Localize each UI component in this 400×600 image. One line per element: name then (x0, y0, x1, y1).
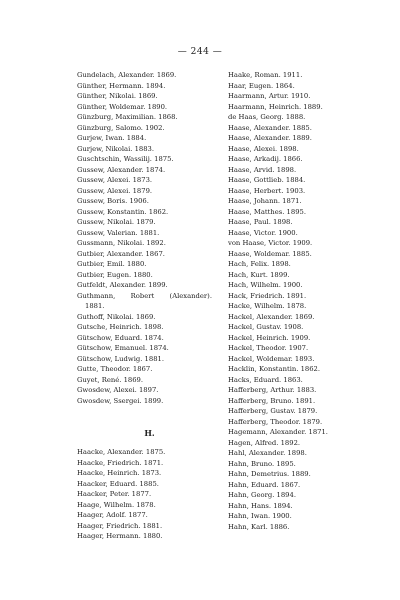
list-item: Haager, Friedrich. 1881. (77, 521, 163, 530)
list-item: de Haas, Georg. 1888. (228, 113, 306, 121)
list-item: Gurjew, Nikolai. 1883. (77, 144, 155, 153)
list-item: Hahn, Karl. 1886. (228, 522, 290, 531)
list-item: Gussew, Alexei. 1873. (77, 176, 153, 184)
list-item: Hafferberg, Theodor. 1879. (228, 417, 323, 426)
list-item: Gutsche, Heinrich. 1898. (77, 323, 164, 331)
list-item: Gussew, Valerian. 1881. (77, 228, 160, 237)
list-item: Hackel, Gustav. 1908. (228, 323, 304, 331)
list-item: Haake, Roman. 1911. (228, 71, 303, 79)
list-item: Haar, Eugen. 1864. (228, 81, 295, 90)
list-item: Hahn, Bruno. 1895. (228, 459, 296, 468)
list-item: Hackel, Alexander. 1869. (228, 312, 315, 321)
list-item: Hach, Wilhelm. 1900. (228, 281, 303, 289)
list-item: Haase, Alexei. 1898. (228, 144, 299, 153)
list-item-continuation: 1881. (85, 302, 105, 310)
list-item: Hahn, Eduard. 1867. (228, 480, 301, 489)
list-item: Haarmann, Artur. 1910. (228, 92, 311, 100)
list-item: Hach, Felix. 1898. (228, 260, 291, 268)
list-item: Hagen, Alfred. 1892. (228, 438, 301, 447)
list-item: Haacker, Peter. 1877. (77, 490, 152, 498)
list-item: Haase, Arvid. 1898. (228, 165, 297, 174)
list-item: Gütschow, Emanuel. 1874. (77, 344, 169, 352)
list-item: Haacke, Alexander. 1875. (77, 448, 166, 456)
list-item: Hahn, Hans. 1894. (228, 501, 293, 510)
list-item: Haase, Gottlieb. 1884. (228, 176, 306, 184)
section-spacer (77, 439, 212, 447)
right-column (228, 70, 368, 532)
list-item: Günther, Nikolai. 1869. (77, 92, 158, 100)
list-item: Hacke, Wilhelm. 1878. (228, 302, 307, 310)
list-item: Haase, Woldemar. 1885. (228, 249, 312, 258)
page-number: — 244 — (177, 47, 223, 57)
list-item: Gussew, Nikolai. 1879. (77, 218, 156, 226)
list-item: Gutfeldt, Alexander. 1899. (77, 281, 168, 289)
list-item: Haager, Hermann. 1880. (77, 532, 163, 540)
list-item: Hahl, Alexander. 1898. (228, 449, 307, 457)
list-item: Gutte, Theodor. 1867. (77, 365, 153, 373)
list-item: Haacke, Heinrich. 1873. (77, 469, 162, 477)
list-item: Haase, Arkadij. 1866. (228, 155, 303, 163)
list-item: Guyet, René. 1869. (77, 375, 144, 384)
left-column (77, 70, 212, 542)
list-item: Hahn, Demetrius. 1889. (228, 470, 311, 478)
list-item: Haase, Herbert. 1903. (228, 186, 306, 195)
list-item: Haacke, Friedrich. 1871. (77, 458, 164, 467)
list-item: Hagemann, Alexander. 1871. (228, 428, 328, 436)
list-item: Gütschow, Eduard. 1874. (77, 333, 164, 342)
list-item: Gutbier, Eugen. 1880. (77, 270, 153, 279)
list-item: Hafferberg, Bruno. 1891. (228, 396, 316, 405)
list-item: Gussmann, Nikolai. 1892. (77, 239, 166, 247)
list-item: Günzburg, Maximilian. 1868. (77, 113, 178, 121)
list-item: Gutbier, Emil. 1880. (77, 260, 147, 268)
list-item: Gurjew, Iwan. 1884. (77, 134, 147, 142)
section-heading: H. (144, 428, 155, 438)
list-item: Hackel, Theodor. 1907. (228, 344, 309, 352)
list-item: Hacks, Eduard. 1863. (228, 375, 303, 384)
list-item: Haase, Johann. 1871. (228, 197, 302, 205)
list-item: Haase, Paul. 1898. (228, 218, 293, 226)
list-item: Haase, Matthes. 1895. (228, 207, 307, 216)
list-item: Hack, Friedrich. 1891. (228, 291, 307, 300)
list-item: Gussew, Boris. 1906. (77, 197, 149, 205)
list-item: Gussew, Konstantin. 1862. (77, 207, 169, 216)
list-item: Haase, Victor. 1900. (228, 228, 298, 237)
list-item: Haager, Adolf. 1877. (77, 511, 148, 519)
list-item: Günzburg, Salomo. 1902. (77, 123, 165, 132)
list-item: Guschtschin, Wassilij. 1875. (77, 155, 174, 163)
list-item: Haase, Alexander. 1885. (228, 123, 312, 132)
list-item: Günther, Hermann. 1894. (77, 81, 166, 90)
list-item: Gussew, Alexei. 1879. (77, 186, 153, 195)
list-item: Hahn, Georg. 1894. (228, 491, 296, 499)
list-item: Gundelach, Alexander. 1869. (77, 71, 177, 79)
list-item-wrapped: Guthmann, Robert (Alexander). (77, 291, 212, 300)
list-item: Hahn, Iwan. 1900. (228, 512, 292, 520)
list-item: Hackel, Heinrich. 1909. (228, 333, 311, 342)
list-item: Hafferberg, Arthur. 1883. (228, 386, 317, 394)
list-item: Günther, Woldemar. 1890. (77, 102, 168, 111)
list-item: Haage, Wilhelm. 1878. (77, 500, 156, 509)
list-item: Gütschow, Ludwig. 1881. (77, 354, 164, 363)
list-item: Hacklin, Konstantin. 1862. (228, 365, 321, 373)
list-item: Gutbier, Alexander. 1867. (77, 249, 165, 258)
list-item: Gwosdew, Alexei. 1897. (77, 386, 159, 394)
section-spacer (77, 406, 212, 427)
list-item: Haase, Alexander. 1889. (228, 134, 312, 142)
list-item: Guthoff, Nikolai. 1869. (77, 312, 156, 321)
list-item: Gwosdew, Ssergei. 1899. (77, 396, 164, 405)
list-item: Hackel, Woldemar. 1893. (228, 354, 315, 363)
list-item: von Haase, Victor. 1909. (228, 239, 313, 247)
list-item: Hafferberg, Gustav. 1879. (228, 407, 318, 415)
list-item: Haacker, Eduard. 1885. (77, 479, 159, 488)
list-item: Hach, Kurt. 1899. (228, 270, 290, 279)
list-item: Haarmann, Heinrich. 1889. (228, 102, 323, 111)
list-item: Gussew, Alexander. 1874. (77, 165, 166, 174)
